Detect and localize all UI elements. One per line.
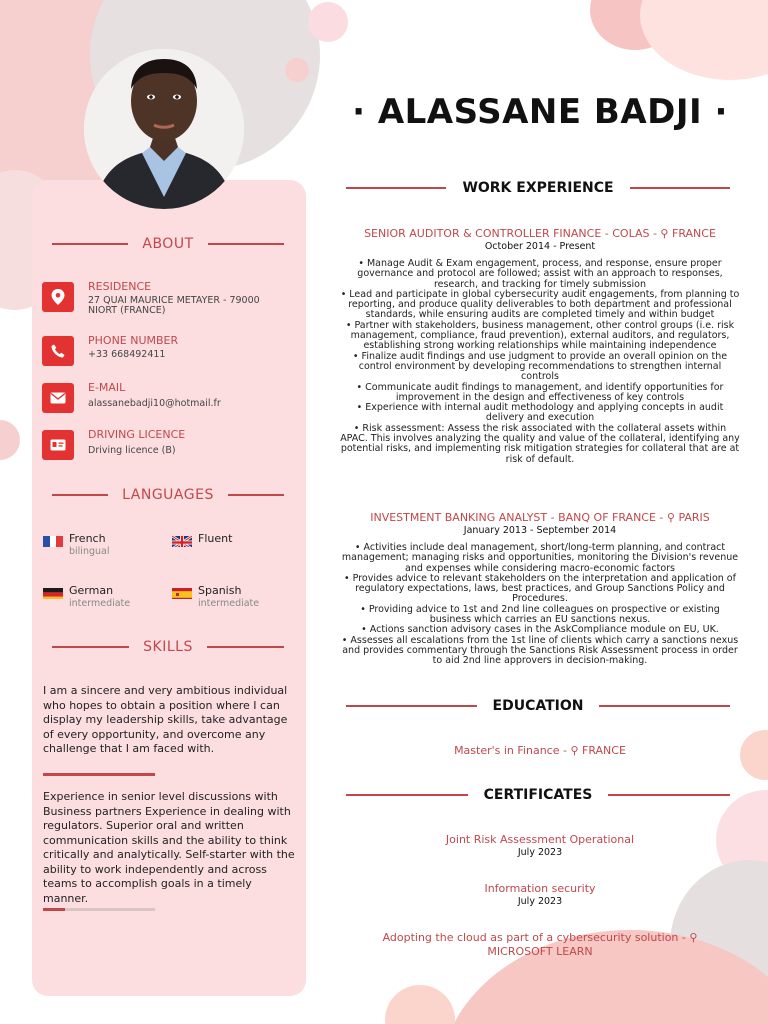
certificate-date: July 2023 — [517, 847, 563, 858]
work-experience-heading-text: WORK EXPERIENCE — [462, 180, 614, 196]
job-dates: January 2013 - September 2014 — [463, 525, 617, 536]
certificates-heading — [346, 787, 730, 803]
certificate-title: Joint Risk Assessment Operational — [445, 833, 635, 846]
contact-phone — [42, 334, 292, 374]
work-experience-heading — [346, 180, 730, 196]
skills-heading-text: SKILLS — [143, 639, 193, 655]
contact-value[interactable]: alassanebadji10@hotmail.fr — [88, 398, 221, 409]
skill-level-fill — [43, 773, 155, 776]
job-bullet: • Partner with stakeholders, business management, other control groups (i.e. risk management, compliance, fraud prevention), external auditors, and regulators, establishing strong working relationships while maintaining independence — [345, 319, 735, 352]
contact-value: 27 QUAI MAURICE METAYER - 79000 NIORT (FRANCE) — [88, 295, 260, 316]
language-name: German — [69, 584, 114, 597]
education-item: Master's in Finance - ⚲ FRANCE — [454, 744, 626, 757]
name-dot-right: · — [702, 92, 728, 132]
contact-label: RESIDENCE — [88, 280, 152, 293]
spain-flag-icon — [172, 586, 192, 599]
job-bullet: • Risk assessment: Assess the risk associated with the collateral assets within APAC. This involves analyzing the quality and value of the collateral, identifying any potential risks, and implementing risk mitigation strategies for collateral that are at risk of default. — [340, 422, 740, 465]
language-item — [43, 584, 163, 614]
skill-text: I am a sincere and very ambitious individual who hopes to obtain a position where I can display my leadership skills, take advantage of every opportunity, and overcome any challenge that I am faced with. — [43, 684, 288, 755]
language-item — [172, 532, 292, 562]
language-level: intermediate — [69, 598, 131, 609]
candidate-name — [340, 92, 740, 132]
languages-heading — [52, 487, 284, 503]
contact-label: PHONE NUMBER — [88, 334, 179, 347]
job-bullet: • Actions sanction advisory cases in the AskCompliance module on EU, UK. — [361, 624, 719, 636]
job-bullet: • Provides advice to relevant stakeholders on the interpretation and application of regulatory expectations, laws, best practices, and Group Sanctions Policy and Procedures. — [344, 572, 736, 605]
job-title: INVESTMENT BANKING ANALYST - BANQ OF FRANCE - ⚲ PARIS — [370, 511, 710, 524]
uk-flag-icon — [172, 534, 192, 547]
language-level: intermediate — [198, 598, 260, 609]
contact-residence — [42, 280, 292, 320]
language-item — [172, 584, 292, 614]
job-bullet: • Manage Audit & Exam engagement, process, and response, ensure proper governance and protocol are followed; assist with an approach to responses, research, and tracking for timely submission — [357, 258, 723, 290]
job-bullet: • Lead and participate in global cybersecurity audit engagements, from planning to reporting, and produce quality deliverables to both department and professional standards, while ensuring audits are completed timely and within budget — [340, 288, 740, 321]
language-level: bilingual — [69, 546, 110, 557]
decor-blob — [0, 420, 20, 460]
skills-heading — [52, 639, 284, 655]
contact-email — [42, 381, 292, 421]
skill-text: Experience in senior level discussions with Business partners Experience in dealing with regulators. Superior oral and written communication skills and the ability to think critically and analytically. Self-starter with the ability to work independently and across teams to accomplish goals in a timely manner. — [43, 790, 295, 905]
location-pin-icon — [42, 282, 74, 312]
about-heading — [52, 236, 284, 252]
envelope-icon — [42, 383, 74, 413]
job-bullets — [340, 259, 740, 465]
profile-photo — [84, 49, 244, 209]
contact-licence — [42, 428, 292, 468]
certificate-date: July 2023 — [517, 896, 563, 907]
contact-label: DRIVING LICENCE — [88, 428, 186, 441]
name-dot-left: · — [352, 92, 378, 132]
education-heading-text: EDUCATION — [492, 698, 584, 714]
job-bullet: • Experience with internal audit methodology and applying concepts in audit delivery and execution — [356, 402, 724, 424]
job-bullet: • Communicate audit findings to management, and identify opportunities for improvement in the design and effectiveness of key controls — [356, 381, 724, 403]
language-name: French — [69, 532, 106, 545]
about-heading-text: ABOUT — [142, 236, 194, 252]
decor-blob — [285, 58, 309, 82]
language-name: Spanish — [198, 584, 242, 597]
certificate-title: Adopting the cloud as part of a cybersecurity solution - ⚲ MICROSOFT LEARN — [382, 931, 698, 958]
certificate-title: Information security — [484, 882, 596, 895]
language-item — [43, 532, 163, 562]
skill-level-fill — [43, 908, 65, 911]
certificates-heading-text: CERTIFICATES — [483, 787, 593, 803]
job-dates: October 2014 - Present — [484, 241, 596, 252]
decor-blob — [385, 985, 455, 1024]
languages-heading-text: LANGUAGES — [122, 487, 214, 503]
job-bullet: • Assesses all escalations from the 1st line of clients which carry a sanctions nexus and provides commentary through the Sanctions Risk Assessment process in order to aid 2nd line approvers in decision-making. — [341, 634, 739, 667]
germany-flag-icon — [43, 586, 63, 599]
job-bullets — [340, 543, 740, 667]
job-bullet: • Finalize audit findings and use judgment to provide an overall opinion on the control environment by developing recommendations to strengthen internal controls — [352, 350, 728, 383]
skill-level-bar — [43, 908, 155, 911]
decor-blob — [640, 0, 768, 80]
education-heading — [346, 698, 730, 714]
decor-blob — [308, 2, 348, 42]
candidate-name-text: ALASSANE BADJI — [377, 92, 703, 132]
skill-level-bar — [43, 773, 155, 776]
contact-label: E-MAIL — [88, 381, 126, 394]
contact-value: +33 668492411 — [88, 349, 166, 360]
contact-value: Driving licence (B) — [88, 445, 176, 456]
id-card-icon — [42, 430, 74, 460]
decor-blob — [740, 730, 768, 780]
phone-icon — [42, 336, 74, 366]
job-bullet: • Providing advice to 1st and 2nd line colleagues on prospective or existing business which carries an EU sanctions nexus. — [360, 603, 720, 626]
job-bullet: • Activities include deal management, short/long-term planning, and contract management; managing risks and opportunities, monitoring the Division's revenue and expenses while considering macro-economic factors — [341, 542, 739, 574]
language-name: Fluent — [198, 532, 233, 545]
job-title: SENIOR AUDITOR & CONTROLLER FINANCE - COLAS - ⚲ FRANCE — [364, 227, 716, 240]
france-flag-icon — [43, 534, 63, 547]
